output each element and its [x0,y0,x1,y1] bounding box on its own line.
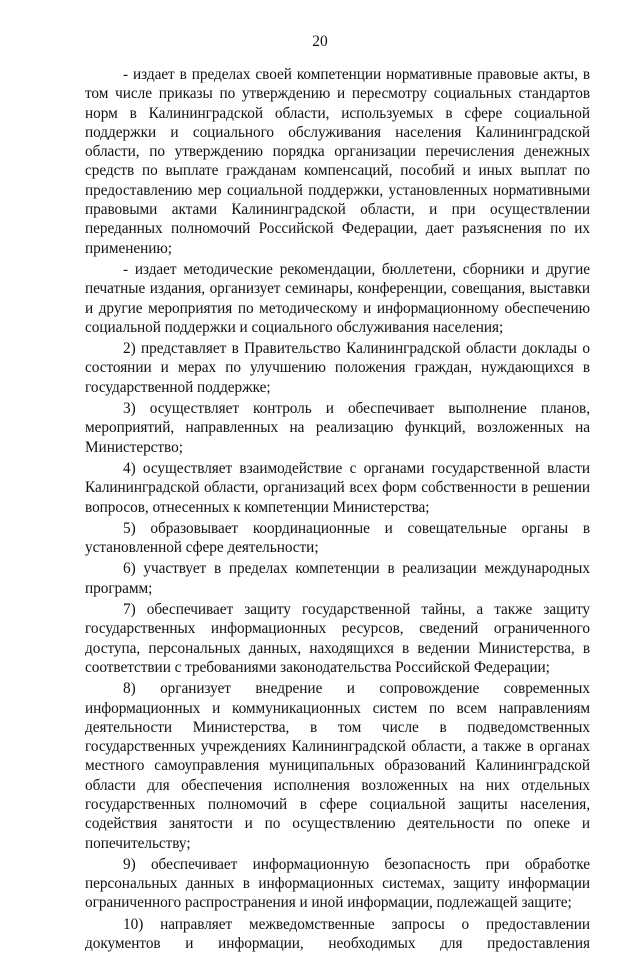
paragraph-methodical-recommendations: - издает методические рекомендации, бюллетени, сборники и другие печатные издания, организует семинары, конференции, совещания, выставки и другие мероприятия по методическому и информационному обеспечению социальной поддержки и социального обслуживания населения; [85,260,590,336]
page-number: 20 [312,33,328,50]
paragraph-item-2: 2) представляет в Правительство Калининградской области доклады о состоянии и мерах по улучшению положения граждан, нуждающихся в государственной поддержке; [85,340,590,396]
paragraph-normative-acts: - издает в пределах своей компетенции нормативные правовые акты, в том числе приказы по утверждению и пересмотру социальных стандартов норм в Калининградской области, используемых в сфере социальной поддержки и социального обслуживания населения Калининградской области, по утверждению порядка организации перечисления денежных средств по выплате гражданам компенсаций, пособий и иных выплат по предоставлению мер социальной поддержки, установленных нормативными правовыми актами Калининградской области, и при осуществлении переданных полномочий Российской Федерации, дает разъяснения по их применению; [85,66,590,257]
paragraph-item-9: 9) обеспечивает информационную безопасность при обработке персональных данных в информационных системах, защиту информации ограниченного распространения и иной информации, подлежащей защите; [85,855,590,912]
paragraph-item-10: 10) направляет межведомственные запросы о предоставлении документов и информации, необходимых для предоставления [85,915,590,953]
paragraph-item-6: 6) участвует в пределах компетенции в реализации международных программ; [85,560,590,597]
paragraph-item-4: 4) осуществляет взаимодействие с органами государственной власти Калининградской области, организаций всех форм собственности в решении вопросов, отнесенных к компетенции Министерства; [85,459,590,516]
paragraph-item-7: 7) обеспечивает защиту государственной тайны, а также защиту государственных информационных ресурсов, сведений ограниченного доступа, персональных данных, находящихся в ведении Министерства, в соответствии с требованиями законодательства Российской Федерации; [85,601,590,676]
document-body [85,65,590,955]
paragraph-item-3: 3) осуществляет контроль и обеспечивает выполнение планов, мероприятий, направленных на реализацию функций, возложенных на Министерство; [85,400,590,456]
paragraph-item-5: 5) образовывает координационные и совещательные органы в установленной сфере деятельности; [85,519,590,557]
paragraph-item-8: 8) организует внедрение и сопровождение современных информационных и коммуникационных систем по всем направлениям деятельности Министерства, в том числе в подведомственных государственных учреждениях Калининградской области, а также в органах местного самоуправления муниципальных образований Калининградской области для обеспечения исполнения возложенных на них отдельных государственных полномочий в сфере социальной защиты населения, содействия занятости и по осуществлению деятельности по опеке и попечительству; [85,680,590,852]
